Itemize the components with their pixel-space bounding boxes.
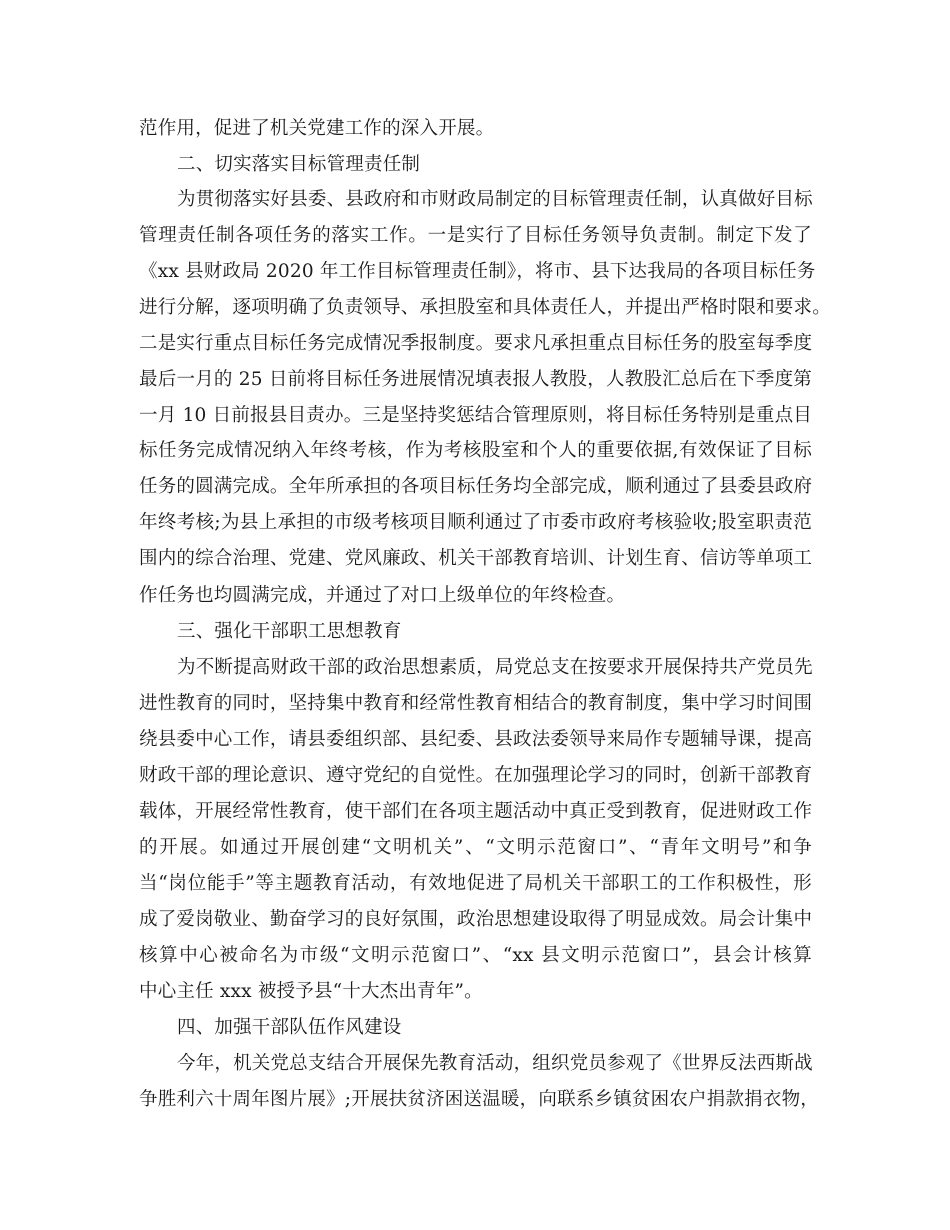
paragraph-line-18: 绕县委中心工作，请县委组织部、县纪委、县政法委领导来局作专题辅导课，提高	[139, 729, 813, 750]
section-heading-2: 二、切实落实目标管理责任制	[177, 154, 421, 175]
paragraph-line-16: 为不断提高财政干部的政治思想素质，局党总支在按要求开展保持共产党员先	[177, 657, 813, 678]
section-heading-3: 三、强化干部职工思想教育	[177, 621, 402, 642]
paragraph-line-13: 围内的综合治理、党建、党风廉政、机关干部教育培训、计划生育、信访等单项工	[139, 548, 813, 569]
paragraph-line-22: 当“岗位能手”等主题教育活动，有效地促进了局机关干部职工的工作积极性，形	[139, 873, 812, 894]
paragraph-line-27: 今年，机关党总支结合开展保先教育活动，组织党员参观了《世界反法西斯战	[177, 1053, 813, 1074]
paragraph-line-20: 载体，开展经常性教育，使干部们在各项主题活动中真正受到教育，促进财政工作	[139, 801, 813, 822]
paragraph-line-6: 进行分解，逐项明确了负责领导、承担股室和具体责任人，并提出严格时限和要求。	[139, 297, 831, 318]
paragraph-line-1: 范作用，促进了机关党建工作的深入开展。	[139, 118, 495, 139]
paragraph-line-21: 的开展。如通过开展创建“文明机关”、“文明示范窗口”、“青年文明号”和争	[139, 837, 812, 858]
paragraph-line-8: 最后一月的 25 日前将目标任务进展情况填表报人教股，人教股汇总后在下季度第	[139, 369, 812, 390]
paragraph-line-24: 核算中心被命名为市级“文明示范窗口”、“xx 县文明示范窗口”，县会计核算	[139, 945, 812, 966]
paragraph-line-25: 中心主任 xxx 被授予县“十大杰出青年”。	[139, 981, 483, 1002]
paragraph-line-28: 争胜利六十周年图片展》;开展扶贫济困送温暖，向联系乡镇贫困农户捐款捐衣物，	[139, 1089, 819, 1110]
paragraph-line-5: 《xx 县财政局 2020 年工作目标管理责任制》，将市、县下达我局的各项目标任务	[139, 261, 816, 282]
paragraph-line-3: 为贯彻落实好县委、县政府和市财政局制定的目标管理责任制，认真做好目标	[177, 189, 813, 210]
paragraph-line-4: 管理责任制各项任务的落实工作。一是实行了目标任务领导负责制。制定下发了	[139, 225, 812, 246]
paragraph-line-19: 财政干部的理论意识、遵守党纪的自觉性。在加强理论学习的同时，创新干部教育	[139, 765, 813, 786]
paragraph-line-14: 作任务也均圆满完成，并通过了对口上级单位的年终检查。	[139, 585, 626, 606]
paragraph-line-17: 进性教育的同时，坚持集中教育和经常性教育相结合的教育制度，集中学习时间围	[139, 693, 813, 714]
paragraph-line-7: 二是实行重点目标任务完成情况季报制度。要求凡承担重点目标任务的股室每季度	[139, 333, 813, 354]
section-heading-4: 四、加强干部队伍作风建设	[177, 1017, 402, 1038]
paragraph-line-9: 一月 10 日前报县目责办。三是坚持奖惩结合管理原则，将目标任务特别是重点目	[139, 405, 812, 426]
paragraph-line-10: 标任务完成情况纳入年终考核，作为考核股室和个人的重要依据,有效保证了目标	[139, 440, 812, 461]
paragraph-line-11: 任务的圆满完成。全年所承担的各项目标任务均全部完成，顺利通过了县委县政府	[139, 476, 813, 497]
paragraph-line-23: 成了爱岗敬业、勤奋学习的良好氛围，政治思想建设取得了明显成效。局会计集中	[139, 909, 813, 930]
paragraph-line-12: 年终考核;为县上承担的市级考核项目顺利通过了市委市政府考核验收;股室职责范	[139, 512, 812, 533]
